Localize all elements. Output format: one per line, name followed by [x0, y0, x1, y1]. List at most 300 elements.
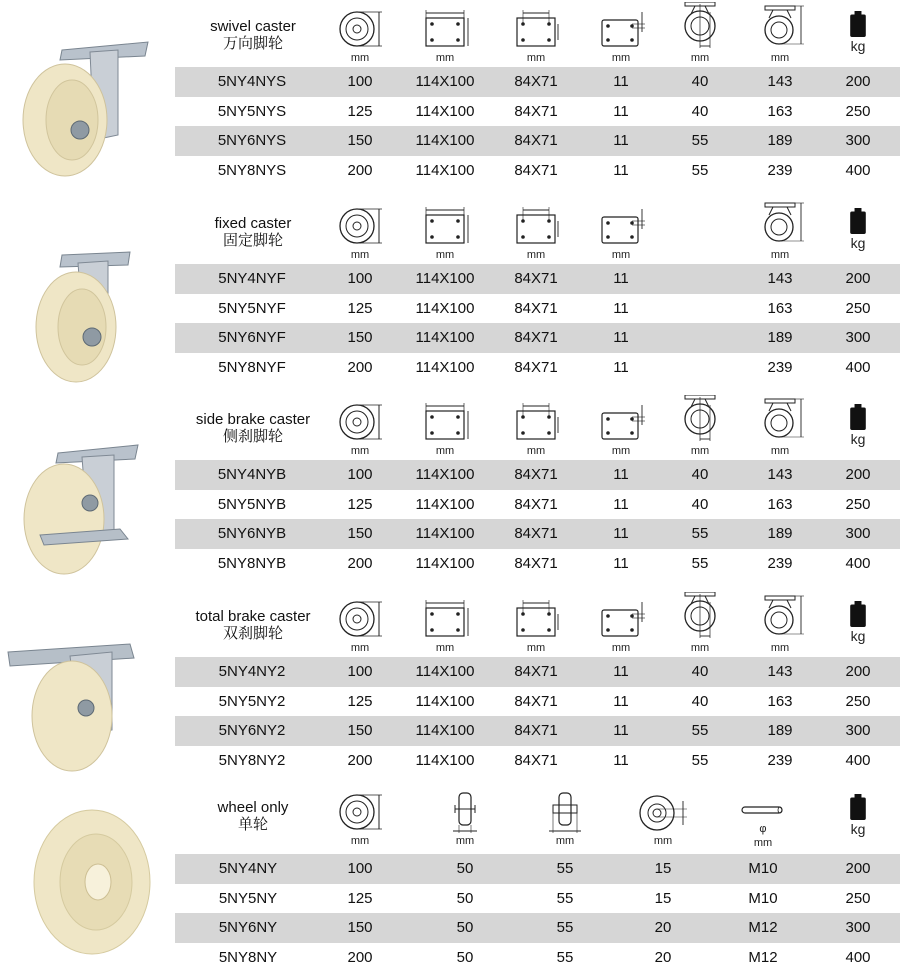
top-plate-icon [420, 8, 470, 50]
spec-value: 250 [845, 495, 871, 513]
column-header-dia [320, 401, 400, 457]
spec-value: 150 [347, 919, 373, 936]
unit-mm: mm [350, 249, 370, 261]
model-number: 5NY8NY2 [218, 751, 286, 769]
unit-kg: kg [850, 38, 866, 54]
spec-value: 55 [691, 722, 709, 739]
column-header-holes [496, 205, 576, 261]
wheel-photo [0, 787, 175, 967]
spec-value: 400 [845, 554, 871, 572]
table-row [175, 264, 900, 294]
spec-value: 11 [613, 299, 629, 317]
spec-value: M10 [748, 860, 778, 877]
table-row [175, 687, 900, 717]
unit-mm: mm [350, 52, 370, 64]
spec-value: 125 [347, 299, 373, 317]
table-row [175, 353, 900, 383]
table-row [175, 913, 900, 943]
column-header-load [818, 401, 898, 445]
spec-value: 11 [613, 663, 629, 680]
unit-mm: mm [435, 249, 455, 261]
unit-mm: mm [690, 445, 710, 457]
fixed-caster-photo [0, 197, 175, 387]
spec-value: 11 [613, 161, 629, 179]
spec-value: 200 [347, 948, 373, 966]
spec-value: 55 [556, 919, 574, 936]
model-number: 5NY6NY [218, 919, 278, 936]
spec-value: 200 [845, 663, 871, 680]
unit-mm: mm [690, 642, 710, 654]
spec-value: 114X100 [415, 358, 475, 376]
table-row [175, 519, 900, 549]
spec-value: 189 [767, 722, 793, 739]
column-header-dia [320, 791, 400, 847]
model-number: 5NY5NYF [218, 299, 286, 317]
spec-value: 150 [347, 329, 373, 346]
spec-value: 11 [613, 73, 629, 90]
spec-value: 239 [767, 751, 793, 769]
spec-value: 114X100 [415, 102, 475, 120]
title-en: total brake caster [195, 608, 311, 625]
spec-value: 300 [845, 132, 871, 149]
spec-value: 100 [347, 860, 373, 877]
spec-value: 200 [347, 554, 373, 572]
wheel-diameter-icon [335, 598, 385, 640]
spec-value: 125 [347, 692, 373, 710]
top-plate-icon [420, 205, 470, 247]
bolt-hole-size-icon [596, 598, 646, 640]
wheel-diameter-icon [335, 791, 385, 833]
spec-value: 143 [767, 663, 793, 680]
spec-value: 250 [845, 299, 871, 317]
spec-value: 11 [613, 525, 629, 542]
spec-value: 84X71 [514, 466, 558, 483]
title-zh: 固定脚轮 [222, 232, 283, 249]
spec-value: 84X71 [514, 692, 558, 710]
spec-value: 125 [347, 889, 373, 907]
spec-value: 84X71 [514, 270, 558, 287]
spec-value: 114X100 [415, 329, 475, 346]
column-header-plate [405, 598, 485, 654]
table-row [175, 460, 900, 490]
model-number: 5NY8NYS [217, 161, 287, 179]
spec-value: 84X71 [514, 73, 558, 90]
spec-value: 150 [347, 132, 373, 149]
spec-value: 189 [767, 525, 793, 542]
unit-mm: mm [770, 445, 790, 457]
bore-diameter-icon [635, 791, 691, 833]
title-en: wheel only [217, 799, 289, 816]
spec-value: M12 [748, 919, 778, 936]
bolt-hole-spacing-icon [511, 401, 561, 443]
model-number: 5NY5NY2 [218, 692, 286, 710]
spec-value: 100 [347, 663, 373, 680]
unit-kg: kg [850, 821, 866, 837]
spec-value: 250 [845, 692, 871, 710]
spec-value: 114X100 [415, 722, 475, 739]
column-header-offset [660, 2, 740, 64]
spec-value: 114X100 [415, 270, 475, 287]
model-number: 5NY4NYF [218, 270, 286, 287]
spec-value: 125 [347, 102, 373, 120]
spec-value: 114X100 [415, 554, 475, 572]
spec-value: 114X100 [415, 525, 475, 542]
swivel-offset-icon [675, 2, 725, 50]
column-header-dia [320, 8, 400, 64]
unit-kg: kg [850, 628, 866, 644]
spec-value: 50 [456, 919, 474, 936]
column-header-load [818, 205, 898, 249]
table-row [175, 126, 900, 156]
hub-length-icon [540, 785, 590, 833]
title-en: fixed caster [214, 215, 292, 232]
bolt-hole-size-icon [596, 401, 646, 443]
spec-value: 15 [654, 860, 672, 877]
spec-value: 239 [767, 554, 793, 572]
table-row [175, 854, 900, 884]
section-title [178, 799, 328, 833]
model-number: 5NY6NYF [218, 329, 286, 346]
section-fixed-caster [0, 197, 900, 387]
section-title [178, 215, 328, 249]
unit-mm: mm [435, 52, 455, 64]
total-brake-caster-photo-image [0, 590, 175, 780]
table-row [175, 67, 900, 97]
unit-mm: mm [555, 835, 575, 847]
spec-value: 11 [613, 329, 629, 346]
section-wheel-only [0, 787, 900, 967]
spec-value: 200 [845, 270, 871, 287]
spec-value: 84X71 [514, 722, 558, 739]
load-weight-icon [845, 791, 871, 823]
column-header-axle [723, 801, 803, 849]
overall-height-icon [755, 199, 805, 247]
spec-value: 114X100 [415, 663, 475, 680]
spec-value: 11 [613, 102, 629, 120]
column-header-holes [496, 598, 576, 654]
load-weight-icon [845, 205, 871, 237]
unit-mm: mm [526, 52, 546, 64]
spec-value: 189 [767, 329, 793, 346]
spec-value: 84X71 [514, 525, 558, 542]
spec-value: 84X71 [514, 751, 558, 769]
spec-value: 84X71 [514, 329, 558, 346]
unit-mm: mm [770, 52, 790, 64]
model-number: 5NY4NYS [217, 73, 287, 90]
section-total-brake-caster [0, 590, 900, 780]
spec-value: 11 [613, 692, 629, 710]
wheel-photo-image [0, 787, 175, 967]
spec-value: 55 [691, 751, 709, 769]
spec-value: 200 [845, 860, 871, 877]
model-number: 5NY6NY2 [218, 722, 286, 739]
unit-mm: mm [435, 642, 455, 654]
spec-value: 50 [456, 948, 474, 966]
spec-value: 125 [347, 495, 373, 513]
unit-mm: mm [611, 52, 631, 64]
model-number: 5NY6NYB [217, 525, 287, 542]
swivel-caster-photo-image [0, 0, 175, 190]
model-number: 5NY4NY2 [218, 663, 286, 680]
spec-value: 84X71 [514, 663, 558, 680]
spec-value: 84X71 [514, 102, 558, 120]
column-header-height [740, 2, 820, 64]
model-number: 5NY5NY [218, 889, 278, 907]
side-brake-caster-photo-image [0, 393, 175, 583]
table-row [175, 294, 900, 324]
column-header-load [818, 791, 898, 835]
spec-value: 11 [613, 358, 629, 376]
spec-value: 300 [845, 329, 871, 346]
spec-value: 200 [347, 358, 373, 376]
table-row [175, 943, 900, 967]
wheel-width-icon [440, 785, 490, 833]
spec-value: 40 [691, 495, 709, 513]
spec-value: 15 [654, 889, 672, 907]
column-header-plate [405, 401, 485, 457]
column-header-bolt [581, 598, 661, 654]
axle-icon [738, 801, 788, 821]
spec-value: 114X100 [415, 751, 475, 769]
section-title [178, 411, 328, 445]
column-header-width [425, 785, 505, 847]
spec-value: 100 [347, 466, 373, 483]
title-zh: 双刹脚轮 [222, 625, 283, 642]
spec-value: 84X71 [514, 299, 558, 317]
column-header-bolt [581, 8, 661, 64]
spec-value: 114X100 [415, 73, 475, 90]
bolt-hole-size-icon [596, 205, 646, 247]
load-weight-icon [845, 598, 871, 630]
spec-value: 55 [556, 860, 574, 877]
side-brake-caster-photo [0, 393, 175, 583]
spec-value: 163 [767, 299, 793, 317]
model-number: 5NY8NYB [217, 554, 287, 572]
model-number: 5NY5NYS [217, 102, 287, 120]
spec-value: 11 [613, 751, 629, 769]
spec-value: 40 [691, 102, 709, 120]
column-header-bore [623, 791, 703, 847]
swivel-offset-icon [675, 395, 725, 443]
spec-value: 143 [767, 73, 793, 90]
spec-value: 20 [654, 948, 672, 966]
unit-mm: mm [350, 445, 370, 457]
load-weight-icon [845, 401, 871, 433]
column-header-load [818, 8, 898, 52]
unit-mm: mm [753, 837, 773, 849]
spec-value: M12 [748, 948, 778, 966]
spec-value: 84X71 [514, 358, 558, 376]
spec-value: 250 [845, 102, 871, 120]
spec-value: 163 [767, 102, 793, 120]
model-number: 5NY4NYB [217, 466, 287, 483]
spec-value: 84X71 [514, 132, 558, 149]
spec-value: 11 [613, 554, 629, 572]
column-header-bolt [581, 205, 661, 261]
spec-value: 55 [691, 132, 709, 149]
table-row [175, 746, 900, 776]
spec-value: 40 [691, 73, 709, 90]
table-row [175, 716, 900, 746]
column-header-height [740, 199, 820, 261]
fixed-caster-photo-image [0, 197, 175, 387]
unit-mm: mm [611, 249, 631, 261]
unit-mm: mm [770, 249, 790, 261]
spec-value: 114X100 [415, 692, 475, 710]
spec-value: 55 [691, 554, 709, 572]
swivel-offset-icon [675, 592, 725, 640]
spec-value: 200 [347, 751, 373, 769]
model-number: 5NY5NYB [217, 495, 287, 513]
spec-value: 400 [845, 948, 871, 966]
table-row [175, 549, 900, 579]
spec-value: 189 [767, 132, 793, 149]
overall-height-icon [755, 2, 805, 50]
axle-diameter-label: φ [759, 823, 767, 835]
column-header-dia [320, 598, 400, 654]
spec-value: 163 [767, 692, 793, 710]
model-number: 5NY6NYS [217, 132, 287, 149]
unit-mm: mm [435, 445, 455, 457]
spec-value: 400 [845, 161, 871, 179]
table-row [175, 490, 900, 520]
spec-value: 40 [691, 692, 709, 710]
spec-value: 20 [654, 919, 672, 936]
spec-value: 163 [767, 495, 793, 513]
bolt-hole-spacing-icon [511, 598, 561, 640]
unit-kg: kg [850, 431, 866, 447]
spec-value: 84X71 [514, 161, 558, 179]
column-header-load [818, 598, 898, 642]
unit-mm: mm [526, 642, 546, 654]
column-header-dia [320, 205, 400, 261]
section-title [178, 18, 328, 52]
spec-value: 50 [456, 860, 474, 877]
bolt-hole-spacing-icon [511, 205, 561, 247]
unit-mm: mm [690, 52, 710, 64]
spec-value: 100 [347, 73, 373, 90]
spec-value: 200 [347, 161, 373, 179]
spec-value: 143 [767, 270, 793, 287]
wheel-diameter-icon [335, 8, 385, 50]
model-number: 5NY8NY [218, 948, 278, 966]
spec-value: 143 [767, 466, 793, 483]
spec-value: 11 [613, 495, 629, 513]
unit-mm: mm [526, 445, 546, 457]
table-row [175, 323, 900, 353]
column-header-height [740, 592, 820, 654]
title-en: swivel caster [210, 18, 296, 35]
unit-mm: mm [770, 642, 790, 654]
title-en: side brake caster [195, 411, 311, 428]
spec-value: 200 [845, 73, 871, 90]
spec-value: 11 [613, 722, 629, 739]
table-row [175, 97, 900, 127]
load-weight-icon [845, 8, 871, 40]
overall-height-icon [755, 395, 805, 443]
bolt-hole-size-icon [596, 8, 646, 50]
model-number: 5NY8NYF [218, 358, 286, 376]
spec-value: 239 [767, 161, 793, 179]
section-title [178, 608, 328, 642]
spec-value: 250 [845, 889, 871, 907]
top-plate-icon [420, 598, 470, 640]
title-zh: 侧刹脚轮 [222, 428, 283, 445]
section-side-brake-caster [0, 393, 900, 583]
spec-value: 100 [347, 270, 373, 287]
spec-value: 114X100 [415, 466, 475, 483]
spec-value: 11 [613, 466, 629, 483]
spec-value: 84X71 [514, 554, 558, 572]
spec-value: 200 [845, 466, 871, 483]
spec-value: 239 [767, 358, 793, 376]
spec-value: 114X100 [415, 299, 475, 317]
unit-mm: mm [350, 642, 370, 654]
bolt-hole-spacing-icon [511, 8, 561, 50]
title-zh: 万向脚轮 [222, 35, 283, 52]
table-row [175, 657, 900, 687]
column-header-bolt [581, 401, 661, 457]
column-header-offset [660, 395, 740, 457]
spec-value: 114X100 [415, 132, 475, 149]
column-header-height [740, 395, 820, 457]
wheel-diameter-icon [335, 205, 385, 247]
column-header-holes [496, 401, 576, 457]
table-row [175, 156, 900, 186]
spec-value: 150 [347, 722, 373, 739]
model-number: 5NY4NY [218, 860, 278, 877]
spec-value: 300 [845, 919, 871, 936]
column-header-offset [660, 592, 740, 654]
spec-value: 11 [613, 270, 629, 287]
spec-value: 55 [691, 525, 709, 542]
spec-value: 40 [691, 466, 709, 483]
spec-value: 400 [845, 358, 871, 376]
unit-mm: mm [611, 445, 631, 457]
spec-value: 400 [845, 751, 871, 769]
column-header-holes [496, 8, 576, 64]
spec-value: 55 [691, 161, 709, 179]
spec-value: 55 [556, 889, 574, 907]
table-row [175, 884, 900, 914]
column-header-plate [405, 205, 485, 261]
unit-mm: mm [653, 835, 673, 847]
total-brake-caster-photo [0, 590, 175, 780]
spec-value: 55 [556, 948, 574, 966]
column-header-hub [525, 785, 605, 847]
section-swivel-caster [0, 0, 900, 190]
swivel-caster-photo [0, 0, 175, 190]
column-header-plate [405, 8, 485, 64]
unit-mm: mm [526, 249, 546, 261]
unit-mm: mm [455, 835, 475, 847]
spec-value: 50 [456, 889, 474, 907]
unit-kg: kg [850, 235, 866, 251]
spec-value: 150 [347, 525, 373, 542]
spec-value: 40 [691, 663, 709, 680]
wheel-diameter-icon [335, 401, 385, 443]
top-plate-icon [420, 401, 470, 443]
unit-mm: mm [350, 835, 370, 847]
spec-value: 84X71 [514, 495, 558, 513]
spec-value: 300 [845, 722, 871, 739]
spec-value: 114X100 [415, 495, 475, 513]
overall-height-icon [755, 592, 805, 640]
title-zh: 单轮 [237, 816, 268, 833]
spec-value: 114X100 [415, 161, 475, 179]
unit-mm: mm [611, 642, 631, 654]
spec-value: 11 [613, 132, 629, 149]
